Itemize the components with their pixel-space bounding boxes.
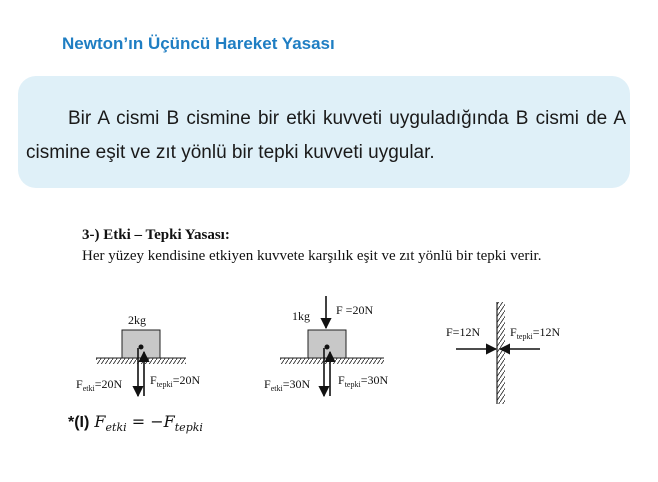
fig3-force-label: F=12N xyxy=(446,325,481,339)
formula-rhs: F xyxy=(163,412,175,431)
formula-marker: *(I) xyxy=(68,414,90,431)
page-title: Newton’ın Üçüncü Hareket Yasası xyxy=(62,34,335,53)
figure-1-block-on-ground xyxy=(76,313,200,396)
fig1-etki-label: $F_{etki}=20N$ xyxy=(76,377,123,393)
fig1-contact-point xyxy=(139,345,144,350)
fig2-ground-hatch xyxy=(280,358,384,364)
fig2-tepki-label: $F_{tepki}=30N$ xyxy=(338,373,389,389)
fig1-ground-hatch xyxy=(96,358,186,364)
fig2-contact-point xyxy=(325,345,330,350)
fig2-mass-label: 1kg xyxy=(292,309,310,323)
fig2-etki-label: $F_{etki}=30N$ xyxy=(264,377,311,393)
definition-text: Bir A cismi B cismine bir etki kuvveti uyguladığında B cismi de A cismine eşit ve zıt yönlü bir tepki kuvveti uygular. xyxy=(26,108,626,163)
law-heading: 3-) Etki – Tepki Yasası: xyxy=(82,227,230,243)
newton-third-law-formula xyxy=(68,412,203,434)
fig3-wall-hatch xyxy=(497,302,505,404)
law-text: Her yüzey kendisine etkiyen kuvvete karşılık eşit ve zıt yönlü bir tepki verir. xyxy=(82,248,542,264)
figure-3-wall-push xyxy=(446,302,560,404)
fig1-mass-label: 2kg xyxy=(128,313,146,327)
fig2-block xyxy=(308,330,346,358)
formula-minus: − xyxy=(150,412,164,431)
formula-lhs-sub: etki xyxy=(105,421,127,435)
fig1-tepki-label: $F_{tepki}=20N$ xyxy=(150,373,201,389)
fig2-force-label: F =20N xyxy=(336,303,374,317)
figure-2-block-pushed xyxy=(264,296,388,396)
formula-rhs-sub: tepki xyxy=(174,421,203,435)
fig1-block xyxy=(122,330,160,358)
fig3-tepki-label: $F_{tepki}=12N$ xyxy=(510,325,561,341)
formula-equals: = xyxy=(131,412,146,431)
formula-lhs: F xyxy=(94,412,106,431)
